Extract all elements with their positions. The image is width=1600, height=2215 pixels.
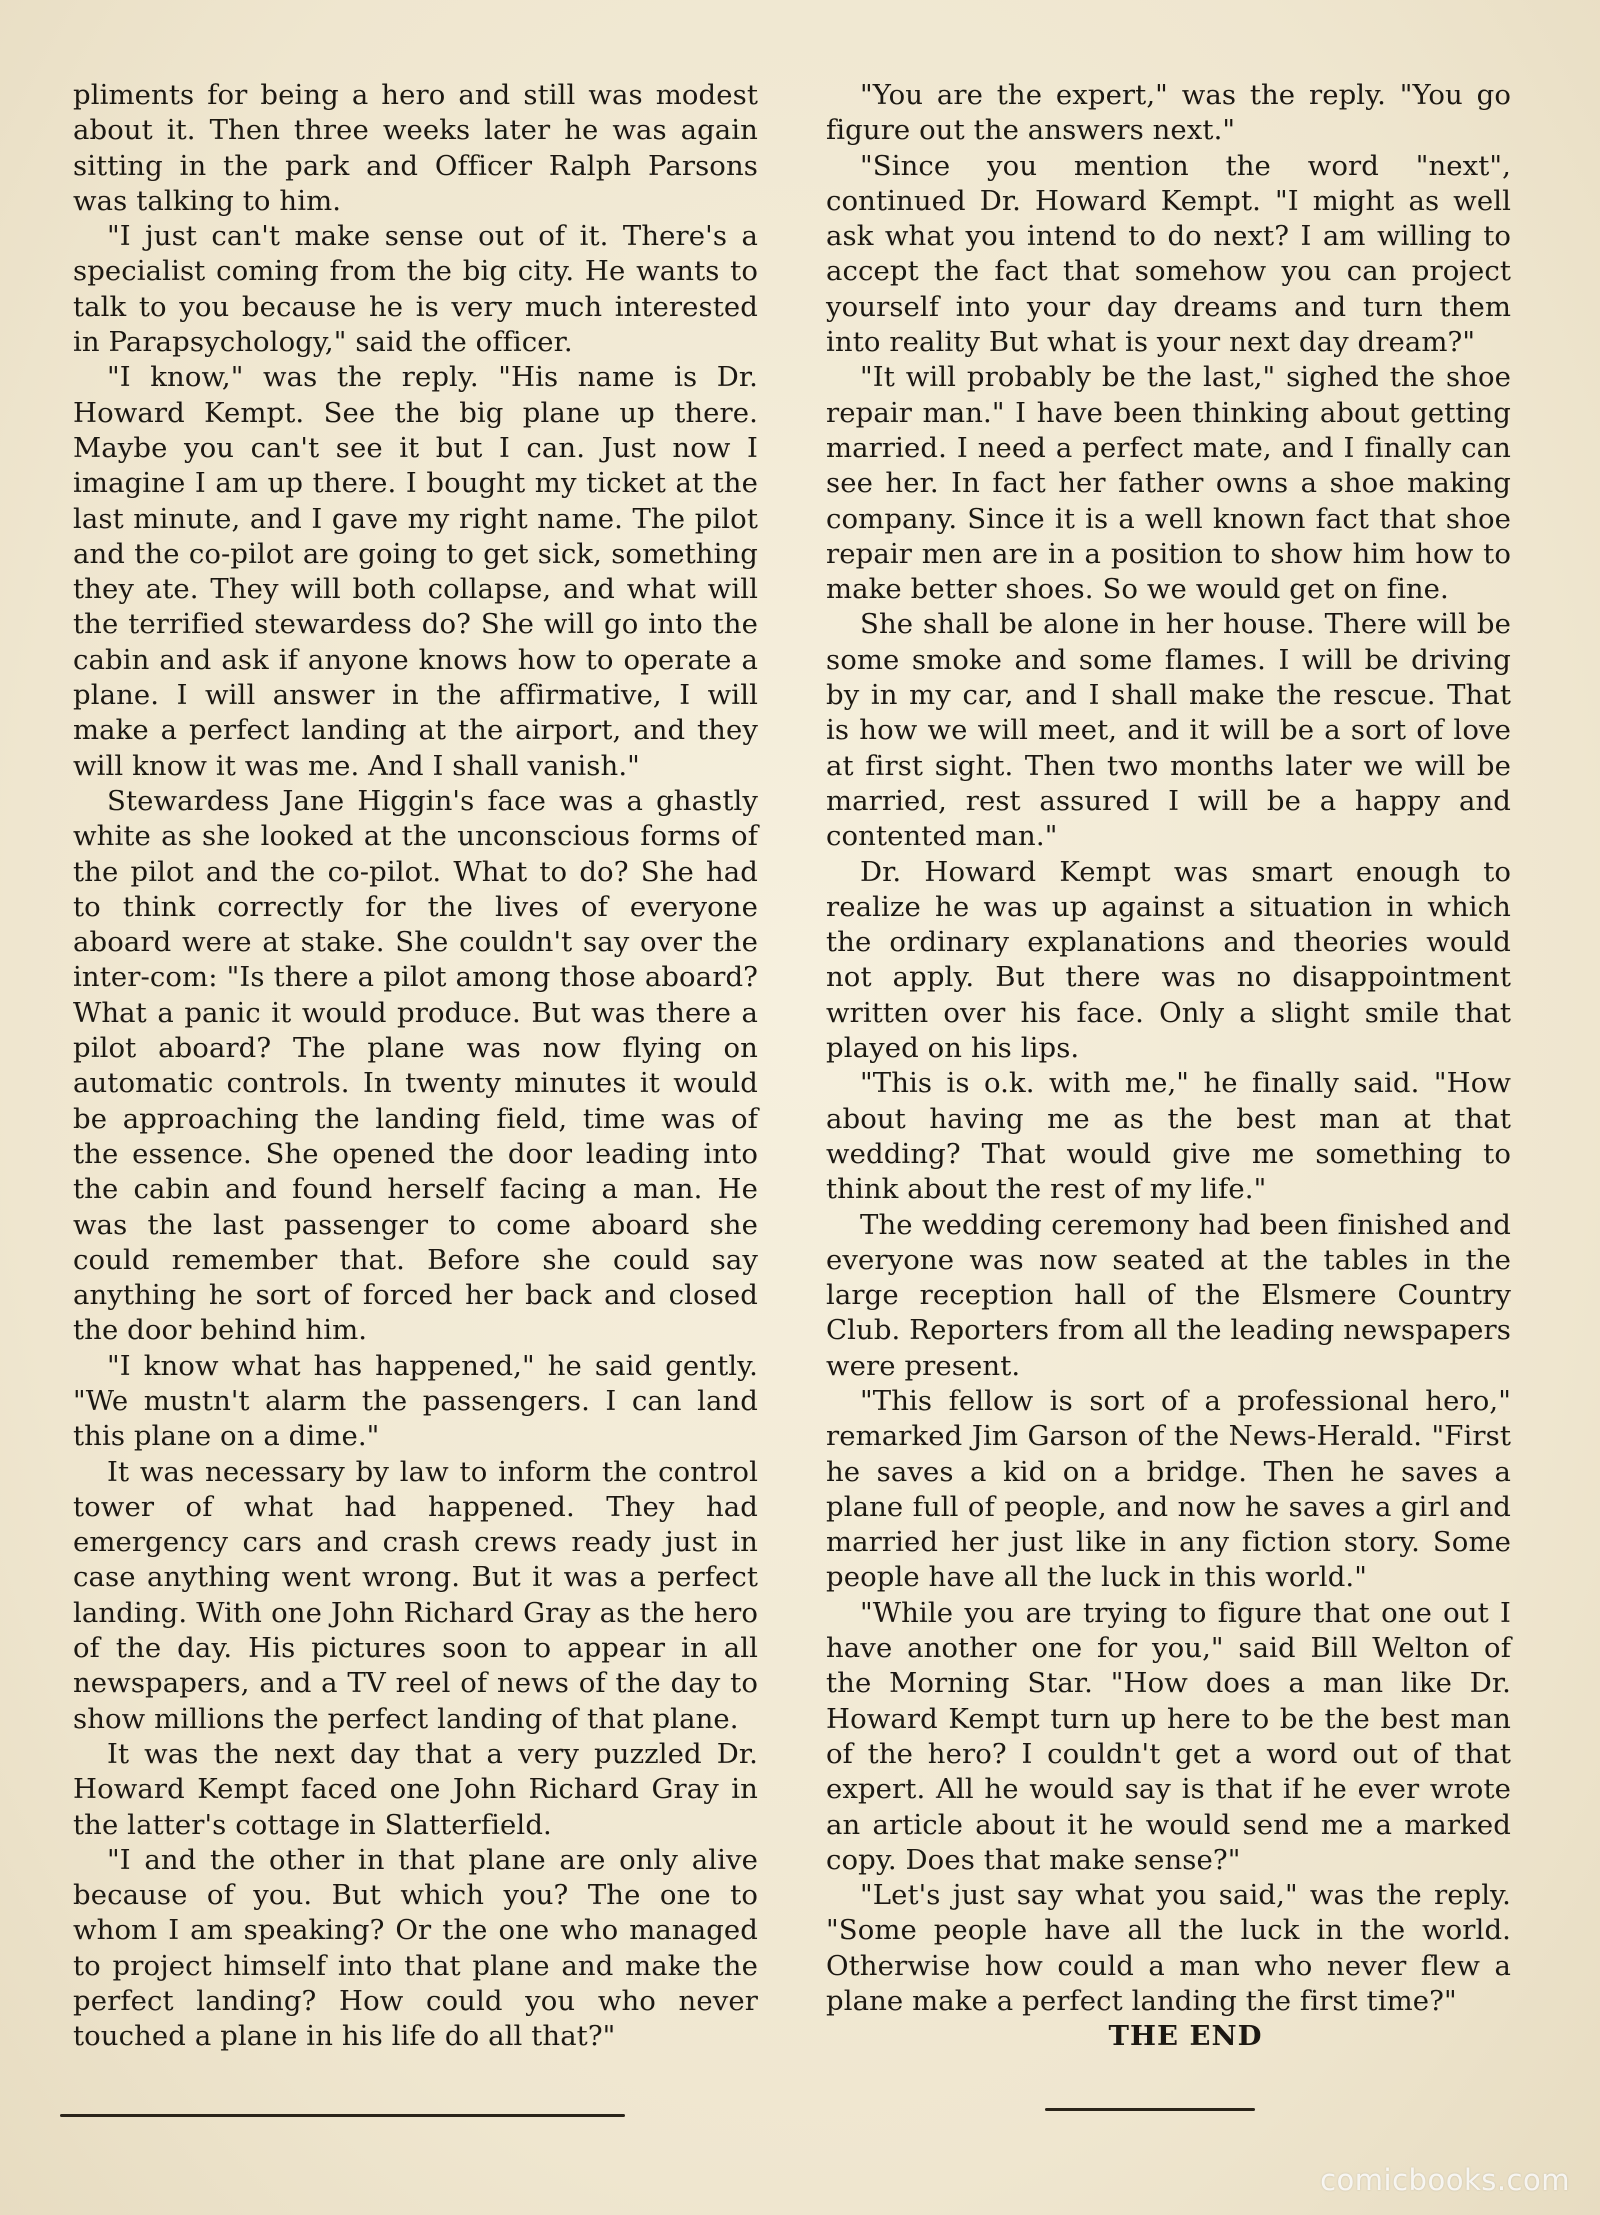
paragraph: "Let's just say what you said," was the reply. "Some people have all the luck in the world. Otherwise how could a man who never flew a plane make a perfect landing the first time?" [826, 1879, 1511, 2018]
the-end-label: THE END [1108, 2020, 1263, 2053]
paragraph: It was the next day that a very puzzled Dr. Howard Kempt faced one John Richard Gray in the latter's cottage in Slatterfield. [73, 1737, 758, 1841]
paragraph: "This is o.k. with me," he finally said. "How about having me as the best man at that wedding? That would give me something to think about the rest of my life." [826, 1067, 1511, 1206]
site-watermark: comicbooks.com [1320, 2163, 1570, 2197]
paragraph: She shall be alone in her house. There will be some smoke and some flames. I will be driving by in my car, and I shall make the rescue. That is how we will meet, and it will be a sort of love at first sight. Then two months later we will be married, rest assured I will be a happy and contented man." [826, 608, 1511, 853]
left-text-column [73, 78, 758, 2055]
paragraph: "I know," was the reply. "His name is Dr. Howard Kempt. See the big plane up there. Maybe you can't see it but I can. Just now I imagine I am up there. I bought my ticket at the last minute, and I gave my right name. The pilot and the co-pilot are going to get sick, something they ate. They will both collapse, and what will the terrified stewardess do? She will go into the cabin and ask if anyone knows how to operate a plane. I will answer in the affirmative, I will make a perfect landing at the airport, and they will know it was me. And I shall vanish." [73, 361, 758, 782]
paragraph: "While you are trying to figure that one out I have another one for you," said Bill Welton of the Morning Star. "How does a man like Dr. Howard Kempt turn up here to be the best man of the hero? I couldn't get a word out of that expert. All he would say is that if he ever wrote an article about it he would send me a marked copy. Does that make sense?" [826, 1596, 1511, 1876]
paragraph: It was necessary by law to inform the control tower of what had happened. They had emergency cars and crash crews ready just in case anything went wrong. But it was a perfect landing. With one John Richard Gray as the hero of the day. His pictures soon to appear in all newspapers, and a TV reel of news of the day to show millions the perfect landing of that plane. [73, 1455, 758, 1735]
paragraph: "I and the other in that plane are only alive because of you. But which you? The one to whom I am speaking? Or the one who managed to project himself into that plane and make the perfect landing? How could you who never touched a plane in his life do all that?" [73, 1843, 758, 2053]
story-end-rule [1045, 2108, 1255, 2111]
paragraph: "I just can't make sense out of it. There's a specialist coming from the big city. He wants to talk to you because he is very much interested in Parapsychology," said the officer. [73, 220, 758, 359]
paragraph: Stewardess Jane Higgin's face was a ghastly white as she looked at the unconscious forms of the pilot and the co-pilot. What to do? She had to think correctly for the lives of everyone aboard were at stake. She couldn't say over the inter-com: "Is there a pilot among those aboard? What a panic it would produce. But was there a pilot aboard? The plane was now flying on automatic controls. In twenty minutes it would be approaching the landing field, time was of the essence. She opened the door leading into the cabin and found herself facing a man. He was the last passenger to come aboard she could remember that. Before she could say anything he sort of forced her back and closed the door behind him. [73, 784, 758, 1347]
paragraph: The wedding ceremony had been finished and everyone was now seated at the tables in the large reception hall of the Elsmere Country Club. Reporters from all the leading newspapers were present. [826, 1208, 1511, 1382]
paragraph: "You are the expert," was the reply. "You go figure out the answers next." [826, 79, 1511, 147]
paragraph: pliments for being a hero and still was modest about it. Then three weeks later he was again sitting in the park and Officer Ralph Parsons was talking to him. [73, 79, 758, 217]
left-column-end-rule [60, 2114, 625, 2117]
paragraph: "Since you mention the word "next", continued Dr. Howard Kempt. "I might as well ask what you intend to do next? I am willing to accept the fact that somehow you can project yourself into your day dreams and turn them into reality But what is your next day dream?" [826, 149, 1511, 359]
paragraph: "It will probably be the last," sighed the shoe repair man." I have been thinking about getting married. I need a perfect mate, and I finally can see her. In fact her father owns a shoe making company. Since it is a well known fact that shoe repair men are in a position to show him how to make better shoes. So we would get on fine. [826, 361, 1511, 606]
paragraph: "This fellow is sort of a professional hero," remarked Jim Garson of the News-Herald. "First he saves a kid on a bridge. Then he saves a plane full of people, and now he saves a girl and married her just like in any fiction story. Some people have all the luck in this world." [826, 1384, 1511, 1594]
right-text-column [826, 78, 1511, 2055]
paragraph: Dr. Howard Kempt was smart enough to realize he was up against a situation in which the ordinary explanations and theories would not apply. But there was no disappointment written over his face. Only a slight smile that played on his lips. [826, 855, 1511, 1065]
paragraph: "I know what has happened," he said gently. "We mustn't alarm the passengers. I can land this plane on a dime." [73, 1349, 758, 1453]
